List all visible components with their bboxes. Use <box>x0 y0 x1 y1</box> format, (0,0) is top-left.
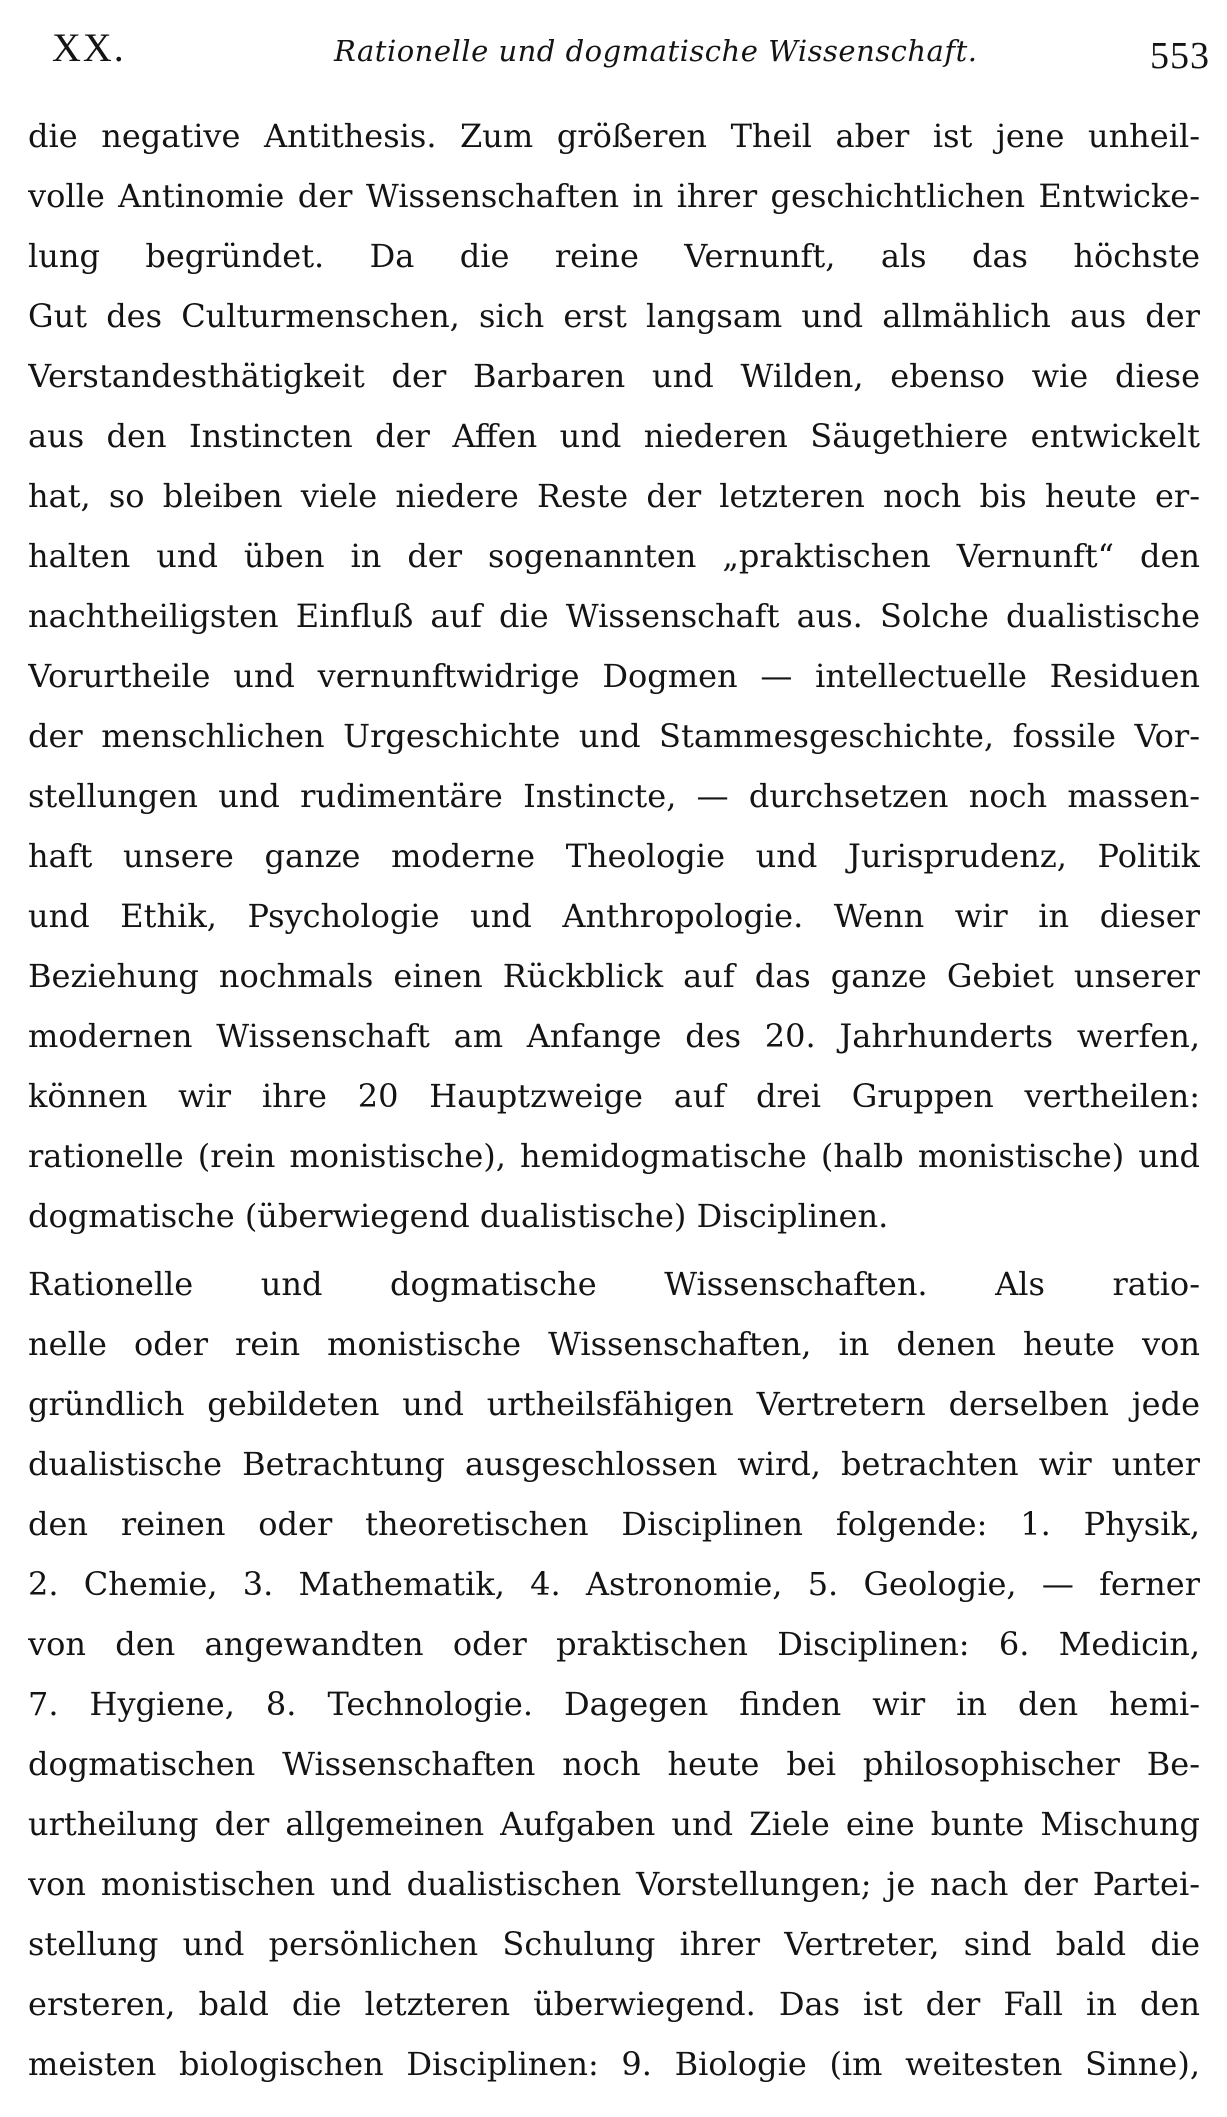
text-line: dogmatischen Wissenschaften noch heute bei philosophischer Be- <box>28 1745 1200 1783</box>
text-line: gründlich gebildeten und urtheilsfähigen Vertretern derselben jede <box>28 1385 1200 1423</box>
text-line: die negative Antithesis. Zum größeren Theil aber ist jene unheil- <box>28 117 1200 155</box>
text-line: Gut des Culturmenschen, sich erst langsam und allmählich aus der <box>28 297 1200 335</box>
text-line: volle Antinomie der Wissenschaften in ihrer geschichtlichen Entwicke- <box>28 177 1200 215</box>
running-title: Rationelle und dogmatische Wissenschaft. <box>334 34 978 68</box>
paragraph-end-line: dogmatische (überwiegend dualistische) Disciplinen. <box>28 1197 889 1235</box>
text-line: halten und üben in der sogenannten „praktischen Vernunft“ den <box>28 537 1200 575</box>
text-line: Verstandesthätigkeit der Barbaren und Wilden, ebenso wie diese <box>28 357 1200 395</box>
page-number: 553 <box>1150 35 1210 77</box>
text-line: können wir ihre 20 Hauptzweige auf drei Gruppen vertheilen: <box>28 1077 1200 1115</box>
text-line: den reinen oder theoretischen Disciplinen folgende: 1. Physik, <box>28 1505 1200 1543</box>
text-line: stellung und persönlichen Schulung ihrer Vertreter, sind bald die <box>28 1925 1200 1963</box>
text-line: haft unsere ganze moderne Theologie und Jurisprudenz, Politik <box>28 837 1200 875</box>
text-line: stellungen und rudimentäre Instincte, — durchsetzen noch massen- <box>28 777 1200 815</box>
text-line: meisten biologischen Disciplinen: 9. Biologie (im weitesten Sinne), <box>28 2045 1200 2083</box>
text-line: 2. Chemie, 3. Mathematik, 4. Astronomie, 5. Geologie, — ferner <box>28 1565 1200 1603</box>
text-line: nelle oder rein monistische Wissenschaften, in denen heute von <box>28 1325 1200 1363</box>
chapter-number: XX. <box>52 25 126 70</box>
text-line: modernen Wissenschaft am Anfange des 20. Jahrhunderts werfen, <box>28 1017 1200 1055</box>
text-line: dualistische Betrachtung ausgeschlossen wird, betrachten wir unter <box>28 1445 1200 1483</box>
text-line: Vorurtheile und vernunftwidrige Dogmen — intellectuelle Residuen <box>28 657 1200 695</box>
text-line: hat, so bleiben viele niedere Reste der letzteren noch bis heute er- <box>28 477 1200 515</box>
text-line: urtheilung der allgemeinen Aufgaben und Ziele eine bunte Mischung <box>28 1805 1200 1843</box>
text-line: der menschlichen Urgeschichte und Stammesgeschichte, fossile Vor- <box>28 717 1200 755</box>
text-line: ersteren, bald die letzteren überwiegend. Das ist der Fall in den <box>28 1985 1200 2023</box>
text-line: Beziehung nochmals einen Rückblick auf das ganze Gebiet unserer <box>28 957 1200 995</box>
page-header <box>44 20 1210 90</box>
text-line: von den angewandten oder praktischen Disciplinen: 6. Medicin, <box>28 1625 1200 1663</box>
section-heading-line: Rationelle und dogmatische Wissenschaften. Als ratio- <box>28 1265 1200 1303</box>
text-line: lung begründet. Da die reine Vernunft, als das höchste <box>28 237 1200 275</box>
text-line: von monistischen und dualistischen Vorstellungen; je nach der Partei- <box>28 1865 1200 1903</box>
text-line: und Ethik, Psychologie und Anthropologie. Wenn wir in dieser <box>28 897 1200 935</box>
body-text <box>28 106 1200 2094</box>
text-line: nachtheiligsten Einfluß auf die Wissenschaft aus. Solche dualistische <box>28 597 1200 635</box>
text-line: aus den Instincten der Affen und niederen Säugethiere entwickelt <box>28 417 1200 455</box>
text-line: rationelle (rein monistische), hemidogmatische (halb monistische) und <box>28 1137 1200 1175</box>
text-line: 7. Hygiene, 8. Technologie. Dagegen finden wir in den hemi- <box>28 1685 1200 1723</box>
